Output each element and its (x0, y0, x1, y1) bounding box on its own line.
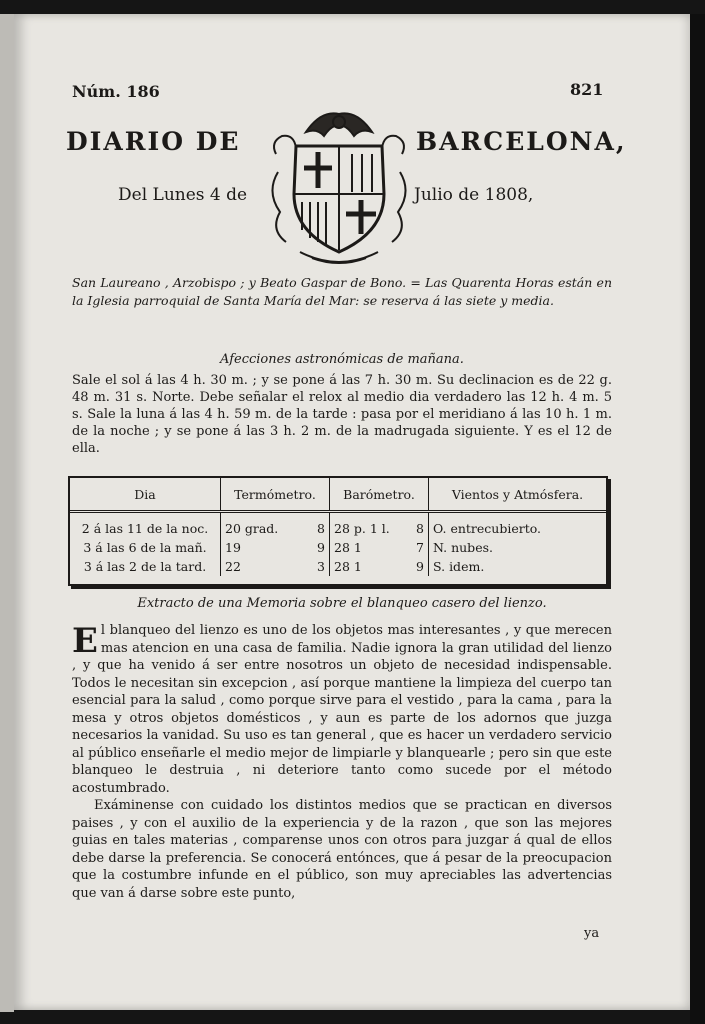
table-row (70, 538, 606, 557)
article-heading: Extracto de una Memoria sobre el blanqueo casero del lienzo. (137, 596, 547, 611)
baro-value: 28 1 (334, 540, 362, 555)
cell-termometro (221, 512, 330, 539)
scan-border (690, 14, 705, 1024)
cell-vientos: O. entrecubierto. (433, 521, 542, 536)
book-edge (0, 14, 14, 1012)
barcelona-coat-of-arms-icon (266, 102, 412, 270)
saints-of-the-day: San Laureano , Arzobispo ; y Beato Gaspar de Bono. = Las Quarenta Horas están en la Iglesia parroquial de Santa María del Mar: se reserva á las siete y media. (72, 275, 612, 308)
masthead-title-right: BARCELONA, (416, 127, 627, 156)
drop-cap: E (72, 621, 98, 661)
cell-barometro (330, 538, 429, 557)
page-number: 821 (570, 80, 604, 99)
baro-value: 28 1 (334, 559, 362, 574)
cell-barometro (330, 557, 429, 576)
weather-table (68, 476, 608, 586)
cell-dia: 2 á las 11 de la noc. (70, 512, 221, 539)
table-row (70, 557, 606, 576)
paragraph-text: l blanqueo del lienzo es uno de los objetos mas interesantes , y que merecen mas atencion en una casa de familia. Nadie ignora la gran utilidad del lienzo , y que ha venido á ser entre nosotros un objeto de necesidad indispensable. Todos le necesitan sin excepcion , así porque mantiene la limpieza del cuerpo tan esencial para la salud , como porque sirve para el vestido , para la cama , para la mesa y otros objetos domésticos , y aun es parte de los adornos que juzga necesarios la vanidad. Su uso es tan general , que es hacer un verdadero servicio al público enseñarle el medio mejor de limpiarle y blanquearle ; pero sin que este blanqueo le destruia , ni deteriore tanto como sucede por el método acostumbrado. (72, 623, 612, 796)
col-vientos: Vientos y Atmósfera. (429, 478, 607, 512)
issue-number: Núm. 186 (72, 82, 160, 101)
baro-fraction: 7 (416, 540, 424, 555)
col-barometro: Barómetro. (330, 478, 429, 512)
term-fraction: 9 (317, 540, 325, 555)
article-body (72, 622, 612, 902)
cell-dia: 3 á las 2 de la tard. (70, 557, 221, 576)
table-row (70, 512, 606, 539)
baro-fraction: 8 (416, 521, 424, 536)
cell-termometro (221, 557, 330, 576)
date-line-left: Del Lunes 4 de (118, 185, 248, 205)
article-paragraph: Exáminense con cuidado los distintos medios que se practican en diversos paises , y con el auxilio de la experiencia y de la razon , que son las mejores guias en tales materias , comparense unos con otros para juzgar á qual de ellos debe darse la preferencia. Se conocerá entónces, que á pesar de la preocupacion que la costumbre infunde en el público, son muy apreciables las advertencias que van á darse sobre este punto, (72, 798, 612, 901)
cell-vientos: N. nubes. (433, 540, 493, 555)
term-value: 22 (225, 559, 241, 574)
date-line-right: Julio de 1808, (414, 185, 534, 205)
newspaper-page (14, 14, 690, 1010)
astronomy-text: Sale el sol á las 4 h. 30 m. ; y se pone á las 7 h. 30 m. Su declinacion es de 22 g. 48 m. 31 s. Norte. Debe señalar el relox al medio dia verdadero las 12 h. 4 m. 5 s. Sale la luna á las 4 h. 59 m. de la tarde : pasa por el meridiano á las 10 h. 1 m. de la noche ; y se pone á las 3 h. 2 m. de la madrugada siguiente. Y es el 12 de ella. (72, 373, 612, 456)
article-paragraph (72, 622, 612, 797)
cell-termometro (221, 538, 330, 557)
term-value: 20 grad. (225, 521, 279, 536)
masthead-title-left: DIARIO DE (66, 127, 241, 156)
baro-value: 28 p. 1 l. (334, 521, 390, 536)
term-fraction: 3 (317, 559, 325, 574)
cell-barometro (330, 512, 429, 539)
cell-dia: 3 á las 6 de la mañ. (70, 538, 221, 557)
weather-table-header (70, 478, 606, 512)
cell-vientos: S. idem. (433, 559, 485, 574)
col-termometro: Termómetro. (221, 478, 330, 512)
catchword: ya (584, 926, 600, 941)
term-value: 19 (225, 540, 241, 555)
col-dia: Dia (70, 478, 221, 512)
term-fraction: 8 (317, 521, 325, 536)
astronomy-heading: Afecciones astronómicas de mañana. (220, 352, 464, 367)
baro-fraction: 9 (416, 559, 424, 574)
